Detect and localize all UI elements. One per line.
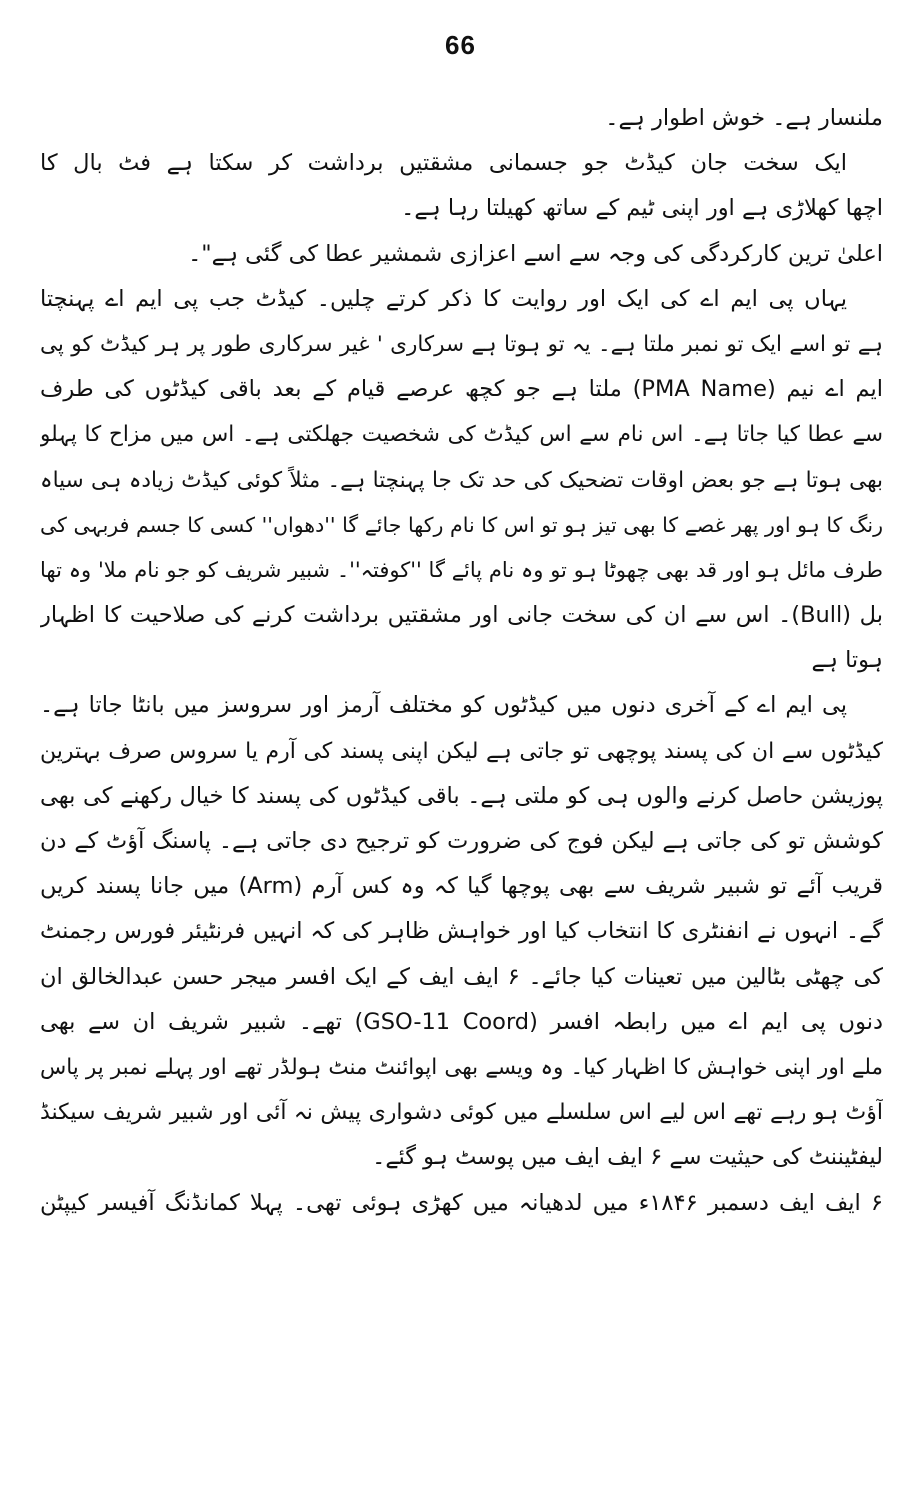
text-line: رنگ کا ہو اور پھر غصے کا بھی تیز ہو تو اس کا نام رکھا جائے گا ''دھواں'' کسی کا جسم فربہی کی <box>40 512 883 537</box>
text-line: کی چھٹی بٹالین میں تعینات کیا جائے۔ ۶ ایف ایف کے ایک افسر میجر حسن عبدالخالق ان <box>40 963 883 990</box>
text-line: پوزیشن حاصل کرنے والوں ہی کو ملتی ہے۔ باقی کیڈٹوں کی پسند کا خیال رکھنے کی بھی <box>40 782 883 809</box>
text-line: بھی ہوتا ہے جو بعض اوقات تضحیک کی حد تک جا پہنچتا ہے۔ مثلاً کوئی کیڈٹ زیادہ ہی سیاہ <box>40 467 883 493</box>
text-line: قریب آئے تو شبیر شریف سے بھی پوچھا گیا کہ وہ کس آرم (Arm) میں جانا پسند کریں <box>40 873 883 900</box>
text-line: کیڈٹوں سے ان کی پسند پوچھی تو جاتی ہے لیکن اپنی پسند کی آرم یا سروس صرف بہترین <box>40 738 883 764</box>
text-line: کوشش تو کی جاتی ہے لیکن فوج کی ضرورت کو ترجیح دی جاتی ہے۔ پاسنگ آؤٹ کے دن <box>40 828 883 854</box>
text-line: آؤٹ ہو رہے تھے اس لیے اس سلسلے میں کوئی دشواری پیش نہ آئی اور شبیر شریف سیکنڈ <box>40 1100 883 1126</box>
text-line: ہے تو اسے ایک تو نمبر ملتا ہے۔ یہ تو ہوتا ہے سرکاری ' غیر سرکاری طور پر ہر کیڈٹ کو پی <box>40 331 883 357</box>
text-line: دنوں پی ایم اے میں رابطہ افسر (GSO-11 Coord) تھے۔ شبیر شریف ان سے بھی <box>40 1008 883 1035</box>
text-line: ۶ ایف ایف دسمبر ۱۸۴۶ء میں لدھیانہ میں کھڑی ہوئی تھی۔ پہلا کمانڈنگ آفیسر کیپٹن <box>40 1189 883 1216</box>
body-text <box>40 96 883 1226</box>
text-line: طرف مائل ہو اور قد بھی چھوٹا ہو تو وہ نام پائے گا ''کوفتہ''۔ شبیر شریف کو جو نام ملا' وہ تھا <box>40 557 883 582</box>
text-line: پی ایم اے کے آخری دنوں میں کیڈٹوں کو مختلف آرمز اور سروسز میں بانٹا جاتا ہے۔ <box>40 692 847 719</box>
text-line: بل (Bull)۔ اس سے ان کی سخت جانی اور مشقتیں برداشت کرنے کی صلاحیت کا اظہار <box>40 602 883 629</box>
text-line: گے۔ انہوں نے انفنٹری کا انتخاب کیا اور خواہش ظاہر کی کہ انہیں فرنٹیئر فورس رجمنٹ <box>40 918 883 945</box>
text-line: ملے اور اپنی خواہش کا اظہار کیا۔ وہ ویسے بھی اپوائنٹ منٹ ہولڈر تھے اور پہلے نمبر پر پاس <box>40 1054 883 1080</box>
text-line: ایک سخت جان کیڈٹ جو جسمانی مشقتیں برداشت کر سکتا ہے فٹ بال کا <box>40 150 847 177</box>
text-line: ملنسار ہے۔ خوش اطوار ہے۔ <box>605 105 883 131</box>
text-line: اچھا کھلاڑی ہے اور اپنی ٹیم کے ساتھ کھیلتا رہا ہے۔ <box>401 195 883 222</box>
text-line: سے عطا کیا جاتا ہے۔ اس نام سے اس کیڈٹ کی شخصیت جھلکتی ہے۔ اس میں مزاح کا پہلو <box>40 422 883 448</box>
text-line: یہاں پی ایم اے کی ایک اور روایت کا ذکر کرتے چلیں۔ کیڈٹ جب پی ایم اے پہنچتا <box>40 285 847 312</box>
page-number: 66 <box>445 30 476 60</box>
text-line: ایم اے نیم (PMA Name) ملتا ہے جو کچھ عرصے قیام کے بعد باقی کیڈٹوں کی طرف <box>40 376 883 403</box>
text-line: ہوتا ہے <box>811 647 883 674</box>
text-line: اعلیٰ ترین کارکردگی کی وجہ سے اسے اعزازی شمشیر عطا کی گئی ہے"۔ <box>188 240 883 267</box>
text-line: لیفٹیننٹ کی حیثیت سے ۶ ایف ایف میں پوسٹ ہو گئے۔ <box>372 1144 883 1171</box>
